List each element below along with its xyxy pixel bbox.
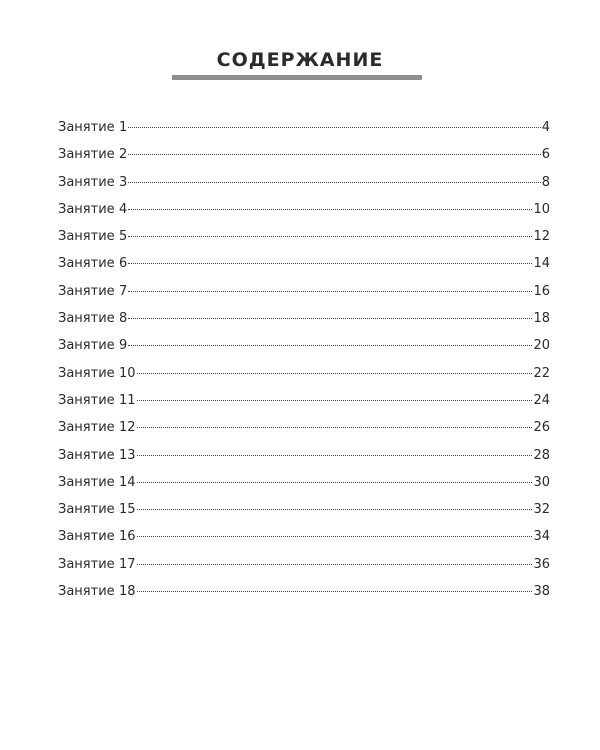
toc-dot-leader bbox=[137, 454, 533, 456]
toc-entry-number: 13 bbox=[119, 447, 136, 463]
toc-entry-number: 6 bbox=[119, 256, 128, 272]
toc-entry-page: 30 bbox=[533, 474, 550, 490]
toc-entry-number: 3 bbox=[119, 174, 128, 190]
toc-entry-page: 12 bbox=[533, 229, 550, 245]
toc-entry[interactable] bbox=[58, 227, 550, 254]
toc-entry-label: Занятие bbox=[58, 365, 115, 381]
toc-entry-page: 36 bbox=[533, 556, 550, 572]
toc-dot-leader bbox=[128, 317, 532, 319]
toc-entry-label: Занятие bbox=[58, 120, 115, 135]
toc-entry-page: 34 bbox=[533, 529, 550, 545]
toc-entry-page: 24 bbox=[533, 392, 550, 408]
toc-entry-label: Занятие bbox=[58, 311, 115, 327]
toc-entry[interactable] bbox=[58, 336, 550, 363]
toc-entry-number: 11 bbox=[119, 392, 136, 408]
toc-entry-number: 10 bbox=[119, 365, 136, 381]
toc-entry[interactable] bbox=[58, 555, 550, 582]
toc-entry-number: 5 bbox=[119, 229, 128, 245]
toc-entry-label: Занятие bbox=[58, 529, 115, 545]
toc-entry-page: 6 bbox=[541, 147, 550, 163]
toc-entry-label: Занятие bbox=[58, 201, 115, 217]
toc-entry-label: Занятие bbox=[58, 229, 115, 245]
toc-entry-label: Занятие bbox=[58, 420, 115, 436]
toc-entry[interactable] bbox=[58, 364, 550, 391]
toc-entry-page: 4 bbox=[541, 120, 550, 135]
toc-entry-label: Занятие bbox=[58, 392, 115, 408]
toc-entry-number: 18 bbox=[119, 584, 136, 600]
toc-entry[interactable] bbox=[58, 473, 550, 500]
toc-dot-leader bbox=[137, 481, 533, 483]
toc-dot-leader bbox=[128, 262, 532, 264]
toc-dot-leader bbox=[128, 290, 532, 292]
toc-entry-page: 8 bbox=[541, 174, 550, 190]
toc-entry-label: Занятие bbox=[58, 283, 115, 299]
toc-entry-number: 8 bbox=[119, 311, 128, 327]
toc-dot-leader bbox=[128, 126, 540, 128]
toc-entry[interactable] bbox=[58, 118, 550, 145]
toc-entry-number: 9 bbox=[119, 338, 128, 354]
toc-dot-leader bbox=[128, 181, 540, 183]
toc-entry-number: 7 bbox=[119, 283, 128, 299]
toc-entry[interactable] bbox=[58, 309, 550, 336]
toc-entry[interactable] bbox=[58, 446, 550, 473]
toc-dot-leader bbox=[128, 208, 532, 210]
toc-entry[interactable] bbox=[58, 527, 550, 554]
toc-entry[interactable] bbox=[58, 145, 550, 172]
toc-entry[interactable] bbox=[58, 418, 550, 445]
toc-entry[interactable] bbox=[58, 282, 550, 309]
toc-entry-number: 16 bbox=[119, 529, 136, 545]
page-title: СОДЕРЖАНИЕ bbox=[216, 49, 384, 71]
toc-dot-leader bbox=[137, 508, 533, 510]
toc-entry-page: 14 bbox=[533, 256, 550, 272]
toc-entry-number: 15 bbox=[119, 502, 136, 518]
toc-entry[interactable] bbox=[58, 173, 550, 200]
toc-entry-label: Занятие bbox=[58, 556, 115, 572]
toc-dot-leader bbox=[137, 426, 533, 428]
toc-entry-number: 2 bbox=[119, 147, 128, 163]
toc-dot-leader bbox=[137, 399, 533, 401]
toc-dot-leader bbox=[128, 344, 532, 346]
toc-entry[interactable] bbox=[58, 582, 550, 609]
toc-entry-number: 17 bbox=[119, 556, 136, 572]
toc-entry-page: 10 bbox=[533, 201, 550, 217]
toc-dot-leader bbox=[137, 590, 533, 592]
toc-entry-label: Занятие bbox=[58, 256, 115, 272]
toc-entry-label: Занятие bbox=[58, 147, 115, 163]
toc-entry[interactable] bbox=[58, 200, 550, 227]
toc-entry-page: 38 bbox=[533, 584, 550, 600]
toc-entry-page: 26 bbox=[533, 420, 550, 436]
toc-entry-page: 20 bbox=[533, 338, 550, 354]
toc-entry-number: 14 bbox=[119, 474, 136, 490]
toc-entry-number: 4 bbox=[119, 201, 128, 217]
title-underline bbox=[172, 75, 422, 80]
toc-entry-page: 16 bbox=[533, 283, 550, 299]
toc-entry-number: 12 bbox=[119, 420, 136, 436]
toc-entry-page: 18 bbox=[533, 311, 550, 327]
toc-entry-label: Занятие bbox=[58, 502, 115, 518]
toc-entry-label: Занятие bbox=[58, 174, 115, 190]
toc-entry-label: Занятие bbox=[58, 338, 115, 354]
toc-entry[interactable] bbox=[58, 254, 550, 281]
toc-entry-number: 1 bbox=[119, 120, 128, 135]
table-of-contents bbox=[58, 118, 550, 609]
toc-entry-page: 32 bbox=[533, 502, 550, 518]
toc-dot-leader bbox=[137, 535, 533, 537]
toc-entry[interactable] bbox=[58, 500, 550, 527]
toc-dot-leader bbox=[137, 563, 533, 565]
toc-entry-label: Занятие bbox=[58, 447, 115, 463]
toc-entry-page: 22 bbox=[533, 365, 550, 381]
toc-entry-label: Занятие bbox=[58, 584, 115, 600]
toc-entry[interactable] bbox=[58, 391, 550, 418]
toc-dot-leader bbox=[128, 153, 540, 155]
toc-entry-page: 28 bbox=[533, 447, 550, 463]
toc-dot-leader bbox=[128, 235, 532, 237]
toc-dot-leader bbox=[137, 372, 533, 374]
toc-entry-label: Занятие bbox=[58, 474, 115, 490]
